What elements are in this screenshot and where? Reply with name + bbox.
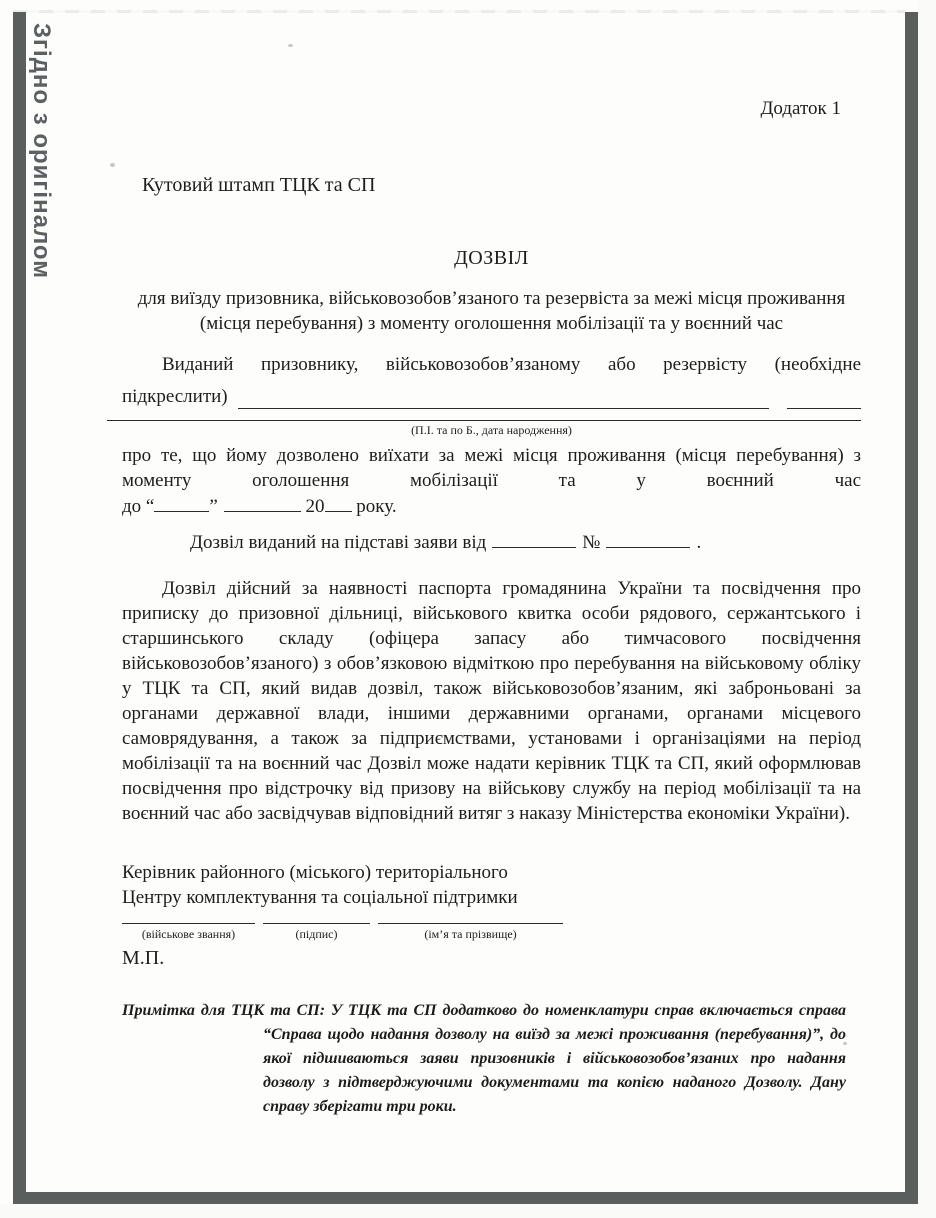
scan-speck bbox=[110, 163, 115, 167]
close-quote: ” bbox=[209, 496, 218, 517]
note-lead: Примітка для ТЦК та СП: bbox=[122, 1002, 326, 1019]
name-caption: (ім’я та прізвище) bbox=[424, 927, 517, 941]
name-blank-line-short bbox=[787, 387, 861, 409]
permission-date-line bbox=[122, 493, 861, 519]
number-sign: № bbox=[582, 532, 601, 553]
day-blank bbox=[154, 493, 209, 512]
annex-label: Додаток 1 bbox=[760, 98, 841, 119]
scan-frame-bottom bbox=[13, 1192, 918, 1204]
scan-margin-right bbox=[918, 0, 936, 1218]
signature-field-rank bbox=[122, 923, 255, 942]
signature-blank-line bbox=[378, 923, 563, 924]
fio-blank-line bbox=[107, 420, 861, 421]
basis-line bbox=[122, 529, 861, 555]
signatory-position-line2: Центру комплектування та соціальної підтримки bbox=[122, 887, 518, 908]
validity-paragraph: Дозвіл дійсний за наявності паспорта громадянина України та посвідчення про приписку до призовної дільниці, військового квитка особи рядового, сержантського і старшинського складу (офіцера запасу або тимчасового посвідчення військовозобов’язаного) з обов’язковою відміткою про перебування на військовому обліку у ТЦК та СП, який видав дозвіл, також військовозобов’язаним, які заброньовані за органами державної влади, іншими державними органами, органами місцевого самоврядування, а також за підприємствами, установами і організаціями на період мобілізації та на воєнний час Дозвіл може надати керівник ТЦК та СП, який оформлював посвідчення про відстрочку від призову на військову службу на період мобілізації та на воєнний час або засвідчував відповідний витяг з наказу Міністерства економіки України). bbox=[122, 578, 861, 824]
document-content bbox=[122, 0, 861, 1119]
signatory-position bbox=[122, 860, 861, 910]
signature-blank-line bbox=[263, 923, 370, 924]
seal-placeholder: М.П. bbox=[122, 947, 165, 969]
issued-to-text: Виданий призовнику, військовозобов’язаному або резервісту (необхідне bbox=[162, 354, 861, 375]
basis-text: Дозвіл виданий на підставі заяви від bbox=[190, 532, 487, 553]
month-blank bbox=[224, 493, 301, 512]
issued-to-underline-row bbox=[122, 384, 861, 409]
certified-copy-stamp: Згідно з оригіналом bbox=[28, 23, 55, 279]
rank-caption: (військове звання) bbox=[141, 927, 236, 941]
signature-field-signature bbox=[263, 923, 370, 942]
date-prefix: до bbox=[122, 496, 142, 517]
document-subtitle: для виїзду призовника, військовозобов’язаного та резервіста за межі місця проживання (місця перебування) з моменту оголошення мобілізації та у воєнний час bbox=[137, 288, 846, 334]
name-blank-line bbox=[238, 387, 769, 409]
year-prefix: 20 bbox=[305, 496, 325, 517]
application-date-blank bbox=[492, 529, 576, 548]
signatory-position-line1: Керівник районного (міського) територіального bbox=[122, 862, 508, 883]
scan-frame-right bbox=[905, 12, 918, 1204]
permission-paragraph: про те, що йому дозволено виїхати за межі місця проживання (місця перебування) з моменту оголошення мобілізації та у воєнний час bbox=[122, 445, 861, 491]
year-blank bbox=[325, 493, 352, 512]
signature-field-name bbox=[378, 923, 563, 942]
date-suffix: року. bbox=[356, 496, 397, 517]
note-body: У ТЦК та СП додатково до номенклатури справ включається справа “Справа щодо надання дозволу на виїзд за межі проживання (перебування)”, до якої підшиваються заяви призовників і військовозобов’язаних про надання дозволу з підтверджуючими документами та копією наданого Дозволу. Дану справу зберігати три роки. bbox=[263, 1002, 847, 1115]
basis-period: . bbox=[696, 532, 702, 553]
note-paragraph bbox=[122, 999, 846, 1119]
scan-frame-left bbox=[13, 12, 26, 1204]
document-title: ДОЗВІЛ bbox=[454, 247, 529, 269]
application-number-blank bbox=[606, 529, 690, 548]
signature-row bbox=[122, 923, 861, 942]
scan-margin-bottom bbox=[0, 1204, 936, 1218]
corner-stamp-placeholder: Кутовий штамп ТЦК та СП bbox=[142, 174, 376, 196]
open-quote: “ bbox=[145, 496, 155, 517]
signature-blank-line bbox=[122, 923, 255, 924]
fio-caption: (П.І. та по Б., дата народження) bbox=[411, 423, 572, 437]
underline-label: підкреслити) bbox=[122, 386, 228, 407]
signature-caption: (підпис) bbox=[295, 927, 338, 941]
